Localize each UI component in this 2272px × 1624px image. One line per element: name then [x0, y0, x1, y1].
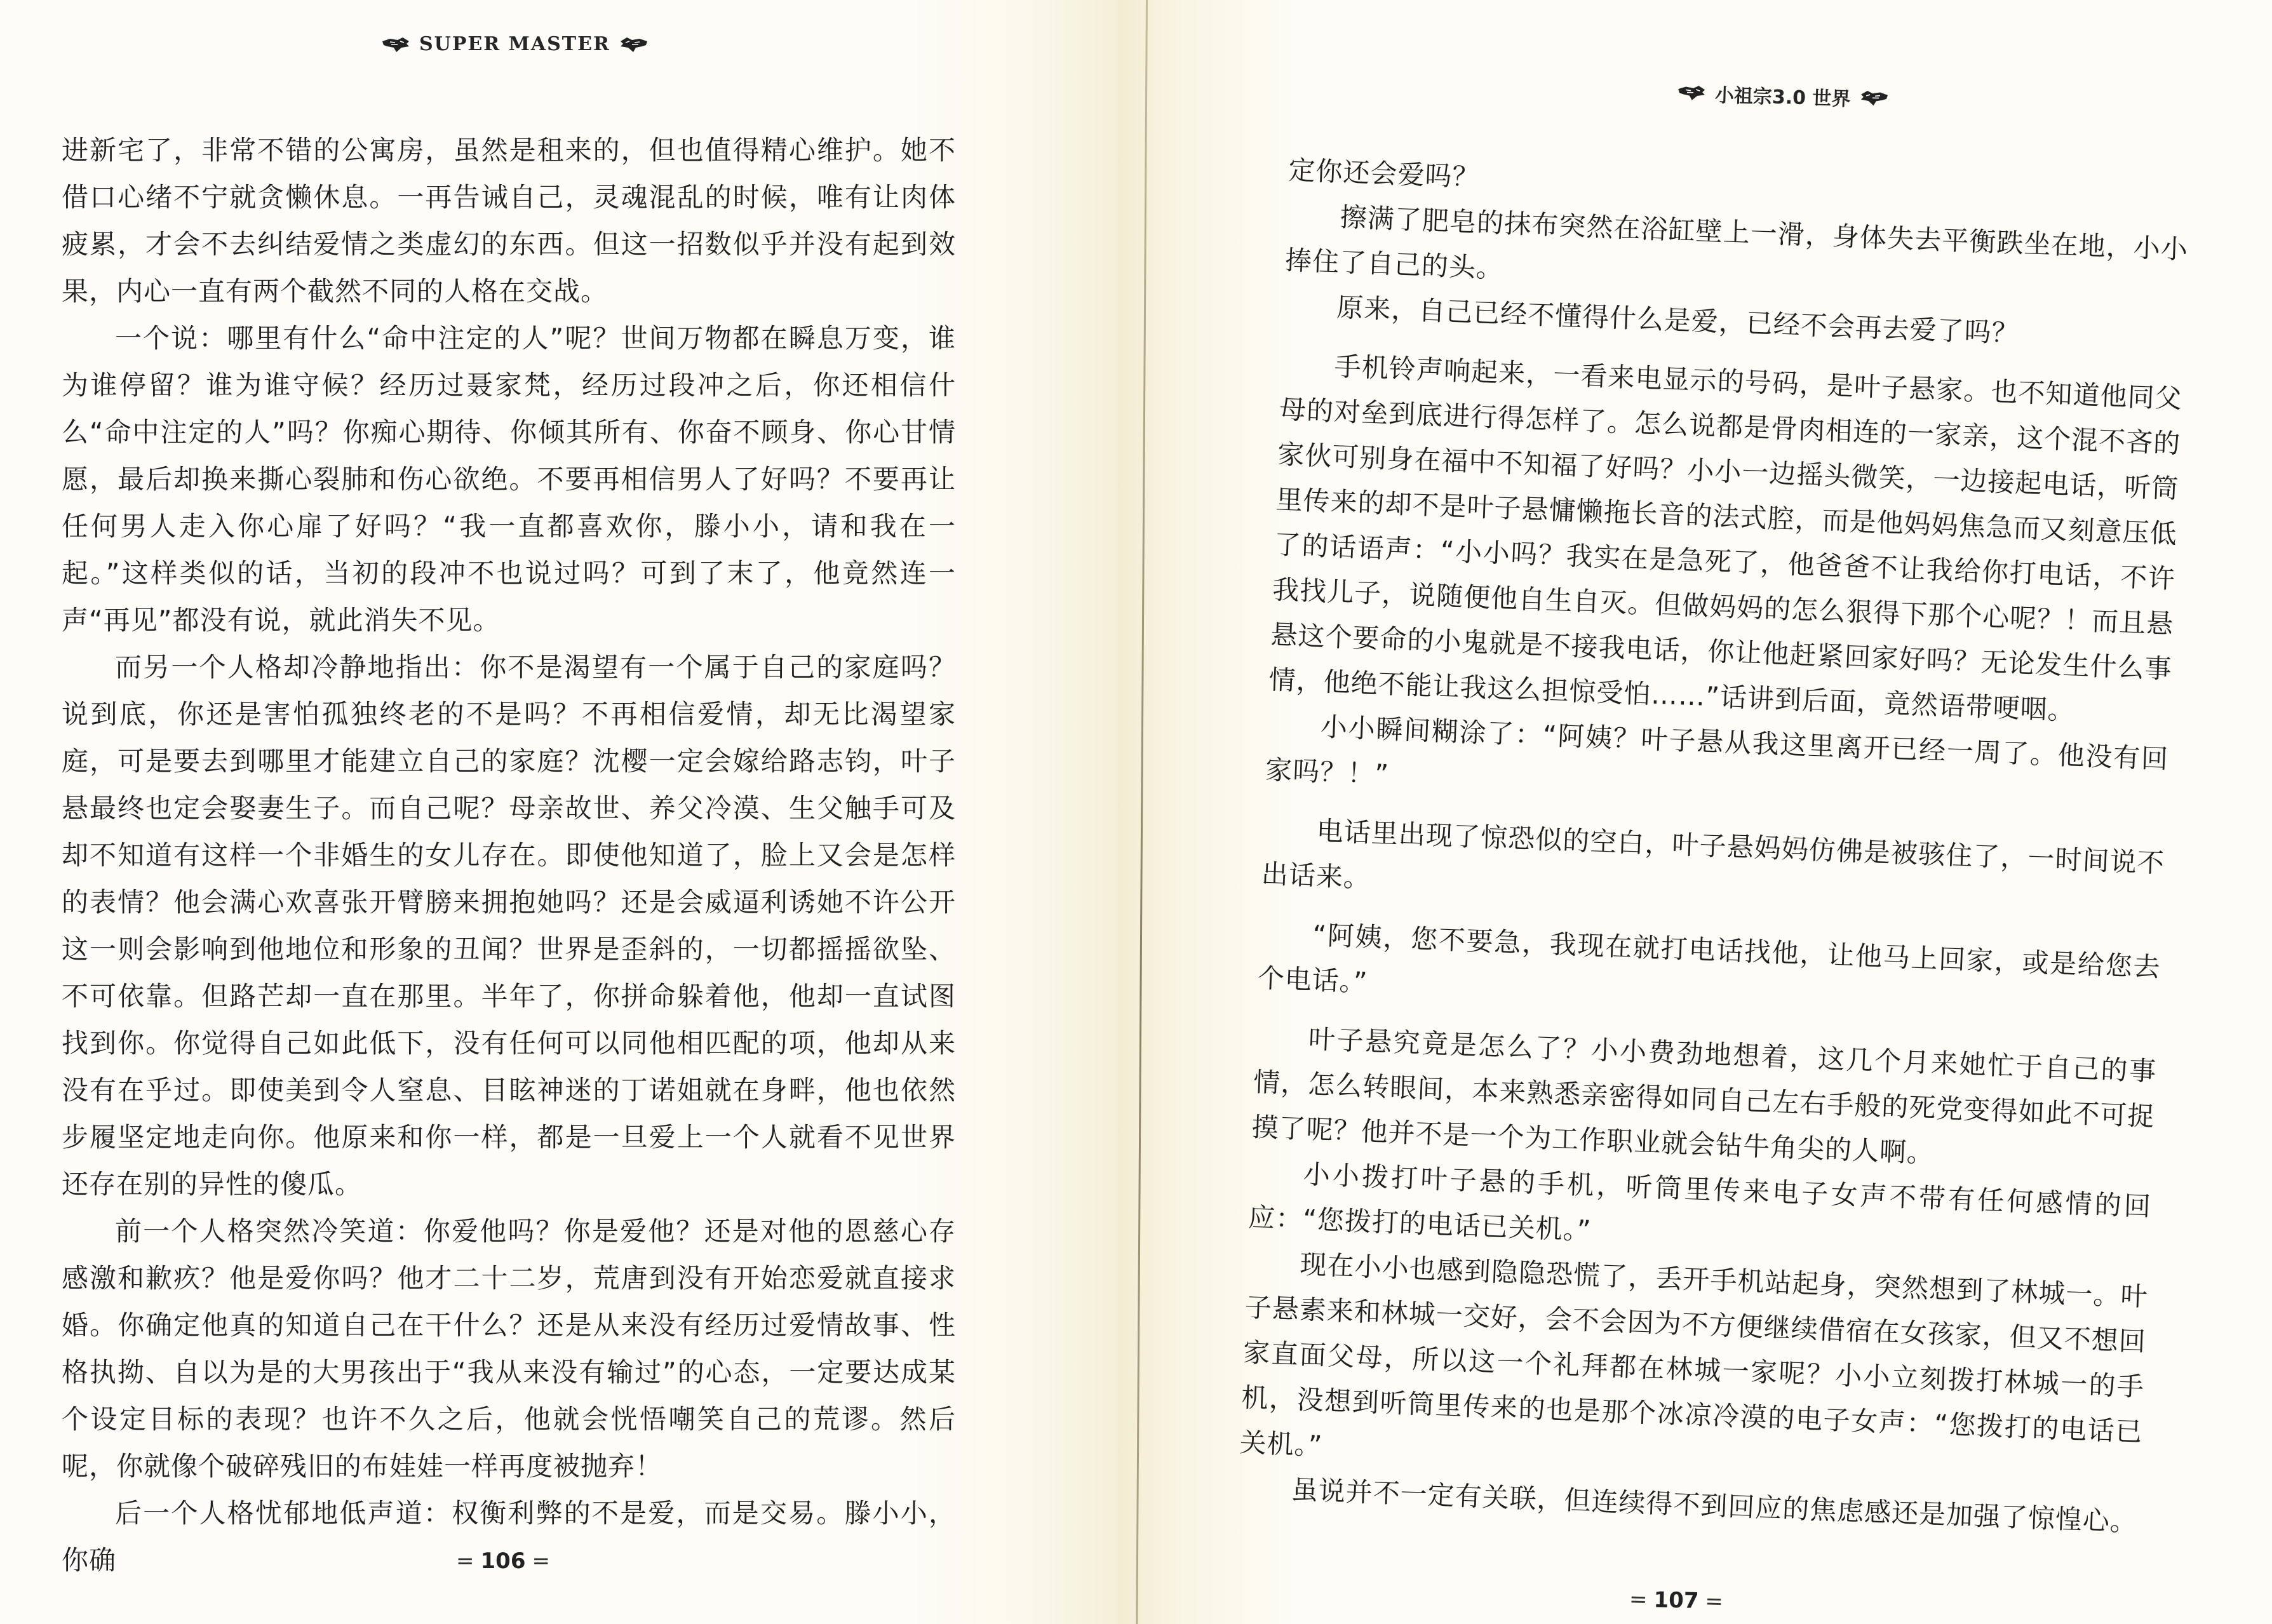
- paragraph: 手机铃声响起来，一看来电显示的号码，是叶子悬家。也不知道他同父母的对垒到底进行得怎样了。怎么说都是骨肉相连的一家亲，这个混不吝的家伙可别身在福中不知福了好吗？小小一边摇头微笑，一边接起电话，听筒里传来的却不是叶子悬慵懒拖长音的法式腔，而是他妈妈焦急而又刻意压低了的话语声：“小小吗？我实在是急死了，他爸爸不让我给你打电话，不许我找儿子，说随便他自生自灭。但做妈妈的怎么狠得下那个心呢？！而且悬悬这个要命的小鬼就是不接我电话，你让他赶紧回家好吗？无论发生什么事情，他绝不能让我这么担惊受怕……”话讲到后面，竟然语带哽咽。: [1268, 350, 2183, 727]
- left-page-body: [62, 127, 956, 1584]
- page-number-value: 107: [1653, 1587, 1699, 1614]
- left-page: [0, 0, 1118, 1624]
- paragraph: 一个说：哪里有什么“命中注定的人”呢？世间万物都在瞬息万变，谁为谁停留？谁为谁守候？经历过聂家梵，经历过段冲之后，你还相信什么“命中注定的人”吗？你痴心期待、你倾其所有、你奋不顾身、你心甘情愿，最后却换来撕心裂肺和伤心欲绝。不要再相信男人了好吗？不要再让任何男人走入你心扉了好吗？“我一直都喜欢你，滕小小，请和我在一起。”这样类似的话，当初的段冲不也说过吗？可到了末了，他竟然连一声“再见”都没有说，就此消失不见。: [62, 323, 956, 636]
- page-number-decoration: =: [532, 1548, 550, 1574]
- paragraph: 虽说并不一定有关联，但连续得不到回应的焦虑感还是加强了惊惶心。: [1290, 1473, 2138, 1538]
- page-number-value: 106: [480, 1548, 526, 1574]
- page-number-decoration: =: [1704, 1588, 1724, 1614]
- wolf-head-ornament-icon: [619, 36, 649, 53]
- wolf-head-ornament-icon: [381, 36, 410, 53]
- paragraph: 小小瞬间糊涂了：“阿姨？叶子悬从我这里离开已经一周了。他没有回家吗？！”: [1265, 711, 2169, 790]
- paragraph: 而另一个人格却冷静地指出：你不是渴望有一个属于自己的家庭吗？说到底，你还是害怕孤独终老的不是吗？不再相信爱情，却无比渴望家庭，可是要去到哪里才能建立自己的家庭？沈樱一定会嫁给路志钧，叶子悬最终也定会娶妻生子。而自己呢？母亲故世、养父冷漠、生父触手可及却不知道有这样一个非婚生的女儿存在。即使他知道了，脸上又会是怎样的表情？他会满心欢喜张开臂膀来拥抱她吗？还是会威逼利诱她不许公开这一则会影响到他地位和形象的丑闻？世界是歪斜的，一切都摇摇欲坠、不可依靠。但路芒却一直在那里。半年了，你拼命躲着他，他却一直试图找到你。你觉得自己如此低下，没有任何可以同他相匹配的项，他却从来没有在乎过。即使美到令人窒息、目眩神迷的丁诺姐就在身畔，他也依然步履坚定地走向你。他原来和你一样，都是一旦爱上一个人就看不见世界还存在别的异性的傻瓜。: [62, 652, 956, 1200]
- running-head-title: SUPER MASTER: [419, 33, 610, 55]
- paragraph: 后一个人格忧郁地低声道：权衡利弊的不是爱，而是交易。滕小小，你确: [62, 1498, 956, 1576]
- paragraph: “阿姨，您不要急，我现在就打电话找他，让他马上回家，或是给您去个电话。”: [1256, 919, 2161, 998]
- page-number-decoration: =: [1629, 1587, 1648, 1613]
- paragraph: 现在小小也感到隐隐恐慌了，丢开手机站起身，突然想到了林城一。叶子悬素来和林城一交好，会不会因为不方便继续借宿在女孩家，但又不想回家直面父母，所以这一个礼拜都在林城一家呢？小小立刻拨打林城一的手机，没想到听筒里传来的也是那个冰凉冷漠的电子女声：“您拨打的电话已关机。”: [1239, 1248, 2149, 1461]
- running-head-title: 小祖宗3.0 世界: [1714, 84, 1851, 111]
- paragraph: 前一个人格突然冷笑道：你爱他吗？你是爱他？还是对他的恩慈心存感激和歉疚？他是爱你吗？他才二十二岁，荒唐到没有开始恋爱就直接求婚。你确定他真的知道自己在干什么？还是从来没有经历过爱情故事、性格执拗、自以为是的大男孩出于“我从来没有输过”的心态，一定要达成某个设定目标的表现？也许不久之后，他就会恍悟嘲笑自己的荒谬。然后呢，你就像个破碎残旧的布娃娃一样再度被抛弃！: [62, 1216, 956, 1482]
- left-running-head: [381, 33, 649, 55]
- paragraph: 原来，自己已经不懂得什么是爱，已经不会再去爱了吗？: [1336, 292, 2020, 349]
- paragraph: 定你还会爱吗？: [1287, 154, 1481, 193]
- wolf-head-ornament-icon: [1859, 90, 1889, 107]
- right-page-body: [1237, 147, 2191, 1545]
- page-number-decoration: =: [456, 1548, 474, 1574]
- paragraph: 进新宅了，非常不错的公寓房，虽然是租来的，但也值得精心维护。她不借口心绪不宁就贪懒休息。一再告诫自己，灵魂混乱的时候，唯有让肉体疲累，才会不去纠结爱情之类虚幻的东西。但这一招数似乎并没有起到效果，内心一直有两个截然不同的人格在交战。: [62, 135, 956, 307]
- paragraph: 叶子悬究竟是怎么了？小小费劲地想着，这几个月来她忙于自己的事情，怎么转眼间，本来熟悉亲密得如同自己左右手般的死党变得如此不可捉摸了呢？他并不是一个为工作职业就会钻牛角尖的人啊。: [1251, 1023, 2158, 1169]
- wolf-head-ornament-icon: [1677, 84, 1707, 101]
- right-page-number: [1629, 1587, 1724, 1614]
- paragraph: 小小拨打叶子悬的手机，听筒里传来电子女声不带有任何感情的回应：“您拨打的电话已关机。”: [1247, 1158, 2152, 1246]
- paragraph: 电话里出现了惊恐似的空白，叶子悬妈妈仿佛是被骇住了，一时间说不出话来。: [1261, 815, 2165, 894]
- left-page-number: [456, 1548, 550, 1574]
- paragraph: 擦满了肥皂的抹布突然在浴缸壁上一滑，身体失去平衡跌坐在地，小小捧住了自己的头。: [1284, 201, 2189, 285]
